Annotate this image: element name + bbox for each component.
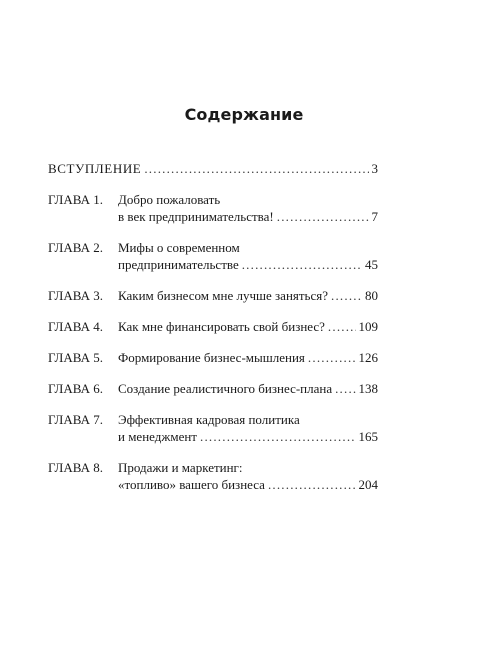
toc-entry-title: Создание реалистичного бизнес-плана — [118, 381, 333, 396]
dot-leader — [277, 208, 369, 225]
toc-page-number: 3 — [371, 161, 378, 176]
dot-leader — [200, 428, 356, 445]
toc-entry-chapter-7 — [48, 411, 378, 445]
dot-leader — [331, 287, 362, 304]
toc-page-number: 109 — [358, 319, 378, 334]
dot-leader — [308, 349, 356, 366]
toc-entry-title-line: Эффективная кадровая политика — [118, 412, 300, 427]
page-title: Содержание — [184, 105, 304, 124]
toc-entry-chapter-2 — [48, 239, 378, 273]
toc-page-number: 138 — [358, 381, 378, 396]
table-of-contents — [48, 160, 378, 507]
chapter-label: ГЛАВА 7. — [48, 412, 103, 427]
toc-entry-chapter-1 — [48, 191, 378, 225]
chapter-label: ГЛАВА 5. — [48, 350, 103, 365]
dot-leader — [335, 380, 355, 397]
dot-leader — [242, 256, 362, 273]
toc-entry-title-line: Продажи и маркетинг: — [118, 460, 243, 475]
chapter-label: ГЛАВА 4. — [48, 319, 103, 334]
toc-entry-title-line: предпринимательстве — [118, 257, 239, 272]
chapter-label: ГЛАВА 6. — [48, 381, 103, 396]
toc-entry-title-line: Мифы о современном — [118, 240, 240, 255]
chapter-label: ГЛАВА 1. — [48, 192, 103, 207]
toc-entry-chapter-5 — [48, 349, 378, 366]
toc-entry-intro — [48, 160, 378, 177]
toc-entry-title-line: «топливо» вашего бизнеса — [118, 477, 265, 492]
toc-entry-title-line: и менеджмент — [118, 429, 197, 444]
toc-entry-title: Как мне финансировать свой бизнес? — [118, 319, 325, 334]
toc-entry-title: Формирование бизнес-мышления — [118, 350, 305, 365]
toc-page-number: 80 — [365, 288, 378, 303]
dot-leader — [268, 476, 356, 493]
toc-page-number: 165 — [358, 429, 378, 444]
toc-page-number: 126 — [358, 350, 378, 365]
toc-entry-title-line: в век предпринимательства! — [118, 209, 274, 224]
chapter-label: ГЛАВА 3. — [48, 288, 103, 303]
dot-leader — [328, 318, 356, 335]
toc-entry-chapter-4 — [48, 318, 378, 335]
toc-page-number: 204 — [358, 477, 378, 492]
chapter-label: ГЛАВА 2. — [48, 240, 103, 255]
toc-entry-title: Каким бизнесом мне лучше заняться? — [118, 288, 329, 303]
toc-entry-chapter-8 — [48, 459, 378, 493]
toc-page-number: 45 — [365, 257, 378, 272]
dot-leader — [144, 160, 368, 177]
toc-entry-chapter-6 — [48, 380, 378, 397]
toc-page-number: 7 — [371, 209, 378, 224]
toc-entry-chapter-3 — [48, 287, 378, 304]
toc-entry-title-line: Добро пожаловать — [118, 192, 221, 207]
chapter-label: ГЛАВА 8. — [48, 460, 103, 475]
toc-entry-title: ВСТУПЛЕНИЕ — [48, 161, 142, 176]
